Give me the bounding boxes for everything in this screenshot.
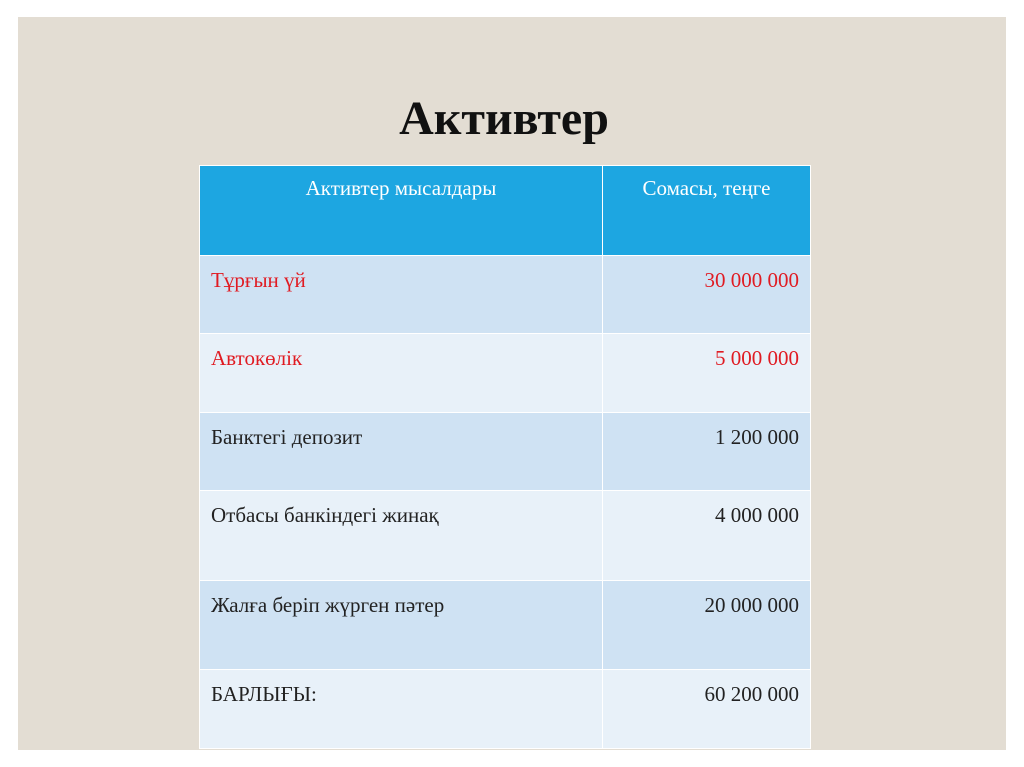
- asset-amount-cell: 1 200 000: [603, 413, 811, 491]
- total-label-cell: БАРЛЫҒЫ:: [200, 670, 603, 749]
- table-row: [200, 581, 811, 670]
- slide-title: Активтер: [399, 92, 609, 145]
- asset-name-cell: Банктегі депозит: [200, 413, 603, 491]
- assets-table: [199, 165, 811, 749]
- slide: [18, 17, 1006, 750]
- table-row: [200, 491, 811, 581]
- asset-name-cell: Автокөлік: [200, 334, 603, 413]
- table-row: [200, 256, 811, 334]
- asset-name-cell: Отбасы банкіндегі жинақ: [200, 491, 603, 581]
- asset-amount-cell: 5 000 000: [603, 334, 811, 413]
- asset-amount-cell: 30 000 000: [603, 256, 811, 334]
- table-total-row: [200, 670, 811, 749]
- total-amount-cell: 60 200 000: [603, 670, 811, 749]
- table-header-row: [200, 166, 811, 256]
- table-row: [200, 413, 811, 491]
- asset-amount-cell: 20 000 000: [603, 581, 811, 670]
- table-row: [200, 334, 811, 413]
- column-header-amount: Сомасы, теңге: [603, 166, 811, 256]
- column-header-examples: Активтер мысалдары: [200, 166, 603, 256]
- asset-name-cell: Жалға беріп жүрген пәтер: [200, 581, 603, 670]
- asset-amount-cell: 4 000 000: [603, 491, 811, 581]
- asset-name-cell: Тұрғын үй: [200, 256, 603, 334]
